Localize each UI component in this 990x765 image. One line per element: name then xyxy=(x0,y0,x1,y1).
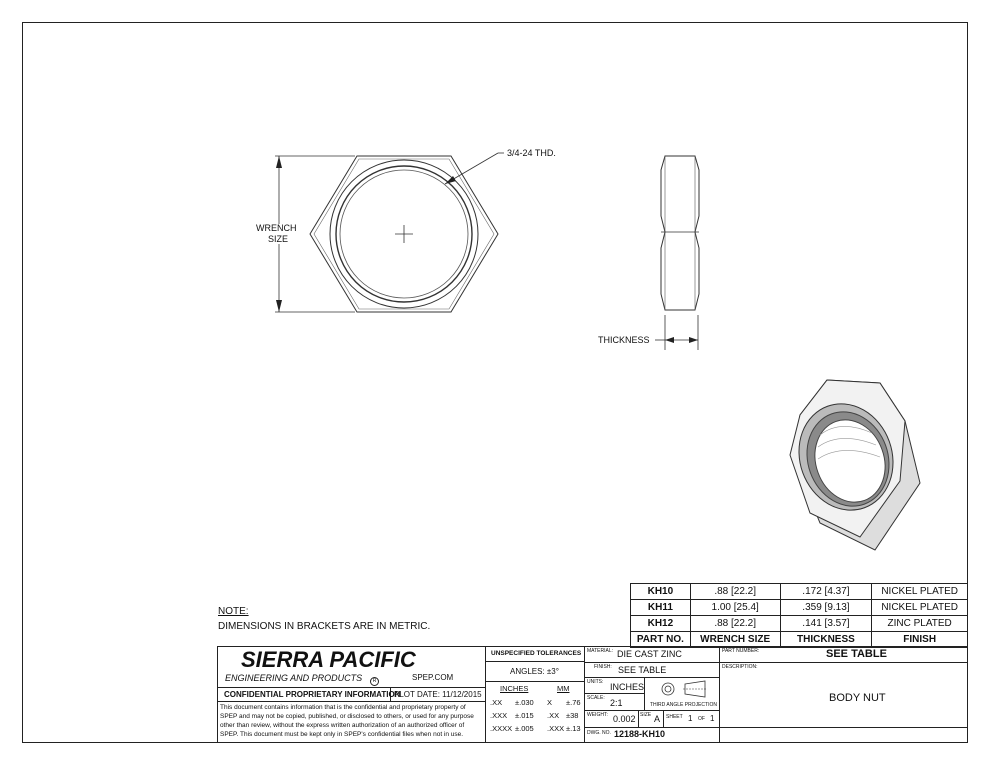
angles-tolerance: ANGLES: ±3° xyxy=(510,667,559,676)
of-value: 1 xyxy=(710,714,715,723)
tol-cell: ±38 xyxy=(566,711,579,720)
website: SPEP.COM xyxy=(412,673,454,682)
isometric-view xyxy=(780,375,950,560)
thickness-label: THICKNESS xyxy=(598,335,650,345)
tol-cell: ±.015 xyxy=(515,711,534,720)
description-label: DESCRIPTION: xyxy=(722,664,758,670)
table-row xyxy=(631,584,968,600)
table-row xyxy=(631,600,968,616)
header-part: PART NO. xyxy=(631,632,691,648)
header-thickness: THICKNESS xyxy=(780,632,872,648)
sheet-label: SHEET xyxy=(666,714,683,720)
dwg-value: 12188-KH10 xyxy=(614,729,666,739)
disclaimer-line: SPEP and may not be copied, published, or disclosed to others, or used for any purpose xyxy=(220,713,474,720)
tol-cell: ±.030 xyxy=(515,698,534,707)
side-view-drawing xyxy=(655,150,715,355)
disclaimer-line: SPEP. This document must be kept only in SPEP's confidential files when not in use. xyxy=(220,731,464,738)
part-cell: KH10 xyxy=(631,584,691,600)
thickness-cell: .141 [3.57] xyxy=(780,616,872,632)
inches-header: INCHES xyxy=(500,684,529,693)
material-value: DIE CAST ZINC xyxy=(617,649,682,659)
of-label: OF xyxy=(698,716,705,722)
wrench-cell: .88 [22.2] xyxy=(690,584,780,600)
registered-icon: R xyxy=(370,677,379,686)
sheet-value: 1 xyxy=(688,714,693,723)
plot-date: PLOT DATE: 11/12/2015 xyxy=(394,690,482,699)
tol-cell: X xyxy=(547,698,553,707)
tolerances-title: UNSPECIFIED TOLERANCES xyxy=(491,650,582,657)
tol-cell: .XX xyxy=(490,698,503,707)
finish-value: SEE TABLE xyxy=(618,665,667,675)
header-wrench: WRENCH SIZE xyxy=(690,632,780,648)
part-number-label: PART NUMBER: xyxy=(722,648,760,654)
wrench-cell: 1.00 [25.4] xyxy=(690,600,780,616)
disclaimer-line: other than review, without the express written authorization of an authorized officer of xyxy=(220,722,465,729)
front-view-drawing xyxy=(240,140,580,360)
units-value: INCHES xyxy=(610,682,645,692)
thickness-cell: .172 [4.37] xyxy=(780,584,872,600)
company-name: SIERRA PACIFIC xyxy=(241,647,416,672)
company-subtitle: ENGINEERING AND PRODUCTS xyxy=(225,673,363,683)
disclaimer-line: This document contains information that is the confidential and proprietary property of xyxy=(220,704,466,711)
tol-cell: ±.76 xyxy=(566,698,581,707)
finish-cell: NICKEL PLATED xyxy=(872,584,968,600)
thickness-cell: .359 [9.13] xyxy=(780,600,872,616)
description-value: BODY NUT xyxy=(829,692,886,704)
header-finish: FINISH xyxy=(872,632,968,648)
part-cell: KH11 xyxy=(631,600,691,616)
tol-cell: .XXX xyxy=(490,711,508,720)
weight-value: 0.002 xyxy=(613,714,636,724)
wrench-size-label-1: WRENCH xyxy=(256,223,297,233)
size-value: A xyxy=(654,714,661,724)
finish-cell: ZINC PLATED xyxy=(872,616,968,632)
tol-cell: ±.13 xyxy=(566,724,581,733)
tol-cell: .XXXX xyxy=(490,724,513,733)
part-cell: KH12 xyxy=(631,616,691,632)
note-title: NOTE: xyxy=(218,606,249,617)
parts-table xyxy=(630,583,968,648)
finish-label: FINISH: xyxy=(594,664,612,670)
tol-cell: ±.005 xyxy=(515,724,534,733)
mm-header: MM xyxy=(557,684,570,693)
table-row xyxy=(631,616,968,632)
confidential-label: CONFIDENTIAL PROPRIETARY INFORMATION xyxy=(224,690,401,699)
projection-label: THIRD ANGLE PROJECTION xyxy=(650,702,717,708)
third-angle-projection-icon xyxy=(655,680,715,700)
tol-cell: .XXX xyxy=(547,724,565,733)
note-text: DIMENSIONS IN BRACKETS ARE IN METRIC. xyxy=(218,621,431,632)
material-label: MATERIAL: xyxy=(587,648,614,654)
scale-value: 2:1 xyxy=(610,698,623,708)
weight-label: WEIGHT: xyxy=(587,712,608,718)
wrench-cell: .88 [22.2] xyxy=(690,616,780,632)
part-number-value: SEE TABLE xyxy=(826,648,887,660)
dwg-label: DWG. NO. xyxy=(587,730,611,736)
finish-cell: NICKEL PLATED xyxy=(872,600,968,616)
thread-label: 3/4-24 THD. xyxy=(507,148,556,158)
wrench-size-label-2: SIZE xyxy=(268,234,289,244)
units-label: UNITS: xyxy=(587,679,604,685)
scale-label: SCALE: xyxy=(587,695,605,701)
tol-cell: .XX xyxy=(547,711,560,720)
size-label: SIZE xyxy=(640,712,652,718)
